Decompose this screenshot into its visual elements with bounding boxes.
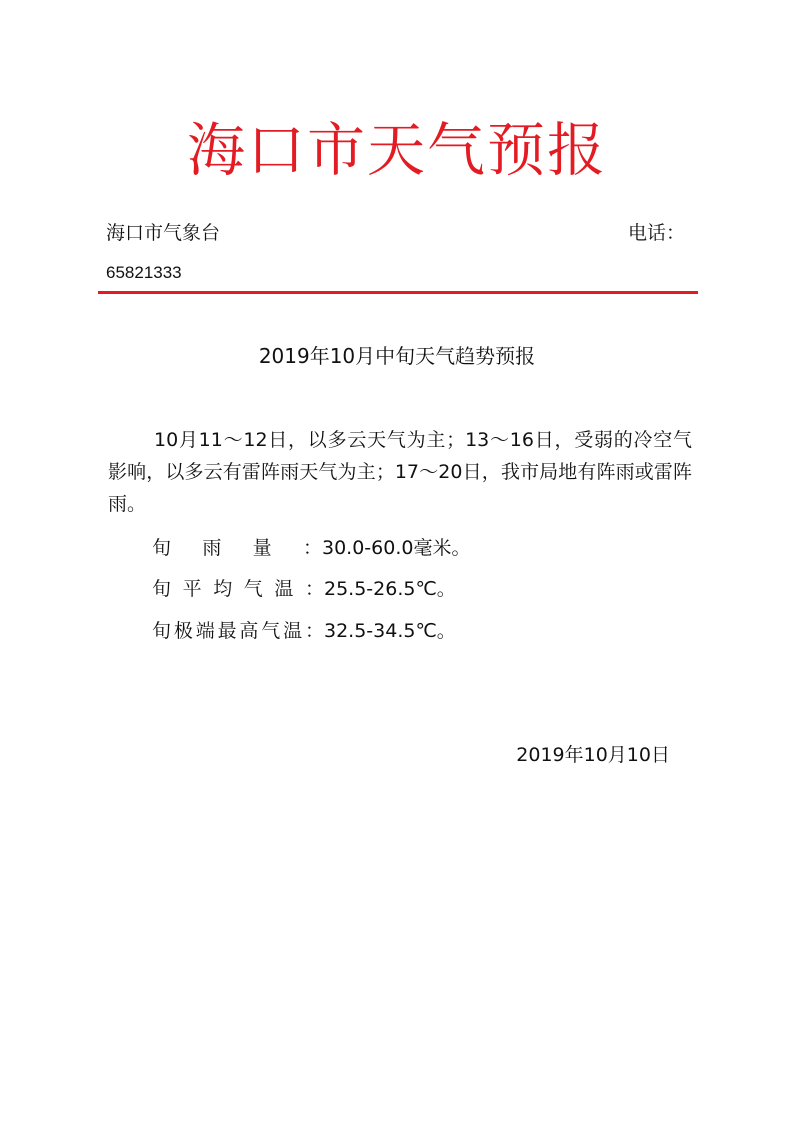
stat-rainfall (152, 534, 470, 562)
stat-rainfall-value: 30.0-60.0毫米。 (322, 537, 471, 559)
issue-date: 2019年10月10日 (516, 744, 670, 766)
stat-average-temperature-label: 旬平均气温： (152, 578, 324, 600)
phone-label: 电话： (628, 222, 686, 244)
stat-extreme-high-temperature (152, 617, 456, 645)
stat-extreme-high-temperature-value: 32.5-34.5℃。 (324, 620, 456, 642)
phone-number: 65821333 (106, 263, 182, 282)
stat-average-temperature-value: 25.5-26.5℃。 (324, 578, 456, 600)
forecast-paragraph: 10月11～12日，以多云天气为主；13～16日，受弱的冷空气影响，以多云有雷阵雨天气为主；17～20日，我市局地有阵雨或雷阵雨。 (108, 429, 692, 515)
stat-average-temperature (152, 575, 456, 603)
forecast-heading: 2019年10月中旬天气趋势预报 (258, 344, 536, 368)
document-title: 海口市天气预报 (186, 116, 607, 184)
stat-rainfall-label: 旬雨量： (152, 537, 322, 559)
red-divider (98, 291, 698, 294)
stat-extreme-high-temperature-label: 旬极端最高气温： (152, 620, 324, 642)
issuer-name: 海口市气象台 (106, 222, 221, 244)
